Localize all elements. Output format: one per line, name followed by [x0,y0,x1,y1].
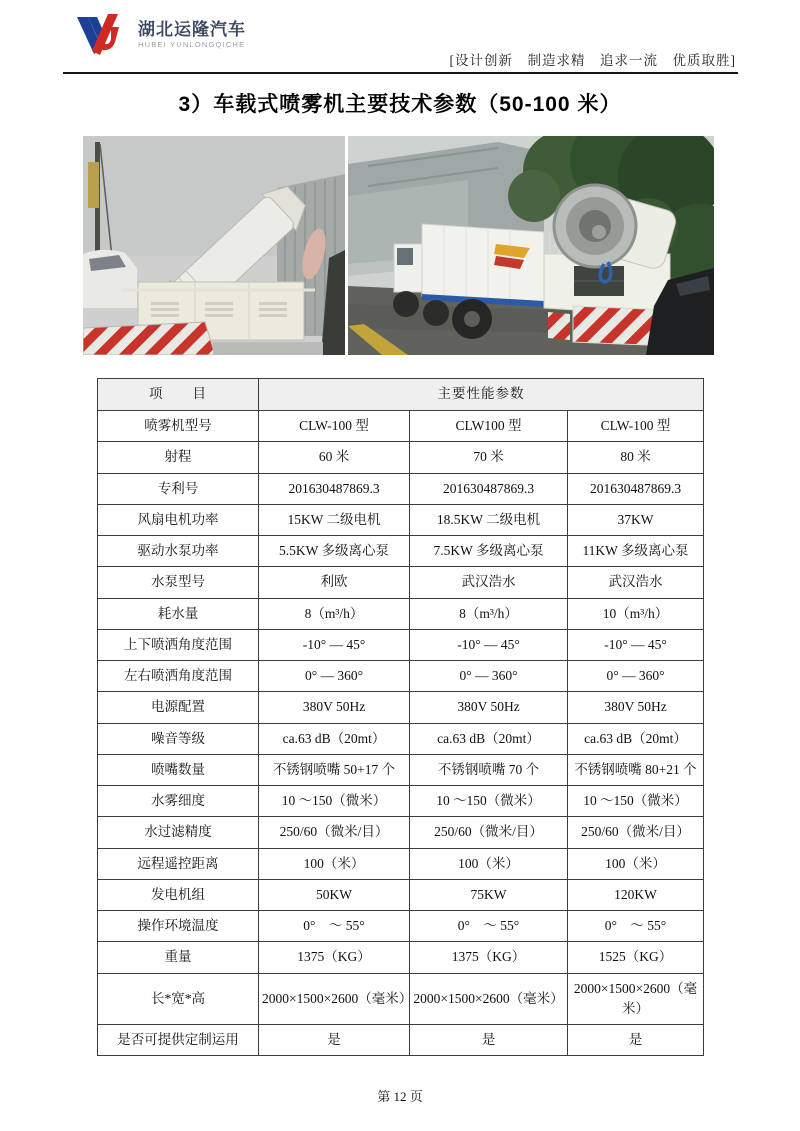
table-row [98,442,704,473]
spec-value-cell: 380V 50Hz [568,692,704,723]
spec-label-cell: 长*宽*高 [98,973,259,1025]
spec-value-cell: 0° — 360° [259,661,410,692]
table-row [98,661,704,692]
spec-value-cell: 2000×1500×2600（毫米） [259,973,410,1025]
table-row [98,786,704,817]
table-row [98,879,704,910]
spec-label-cell: 噪音等级 [98,723,259,754]
table-header-row [98,379,704,411]
spec-value-cell: 201630487869.3 [568,473,704,504]
spec-value-cell: -10° — 45° [410,629,568,660]
spec-value-cell: 50KW [259,879,410,910]
spec-value-cell: 100（米） [410,848,568,879]
spec-label-cell: 重量 [98,942,259,973]
spec-label-cell: 喷雾机型号 [98,411,259,442]
spec-label-cell: 水雾细度 [98,786,259,817]
spec-label-cell: 远程遥控距离 [98,848,259,879]
spec-table [97,378,704,1056]
spec-value-cell: 2000×1500×2600（毫米） [410,973,568,1025]
table-row [98,504,704,535]
spec-label-cell: 是否可提供定制运用 [98,1025,259,1056]
spec-value-cell: 1375（KG） [259,942,410,973]
spec-value-cell: 0° — 360° [410,661,568,692]
spec-value-cell: -10° — 45° [568,629,704,660]
company-name-en: HUBEI YUNLONGQICHE [138,40,246,50]
spec-value-cell: 70 米 [410,442,568,473]
spec-label-cell: 水泵型号 [98,567,259,598]
table-row [98,567,704,598]
spec-label-cell: 喷嘴数量 [98,754,259,785]
spec-value-cell: 不锈钢喷嘴 80+21 个 [568,754,704,785]
spec-value-cell: 37KW [568,504,704,535]
spec-value-cell: 201630487869.3 [410,473,568,504]
spec-header-title: 主要性能参数 [259,379,704,411]
spec-header-label: 项 目 [98,379,259,411]
spec-value-cell: 不锈钢喷嘴 70 个 [410,754,568,785]
table-row [98,817,704,848]
table-row [98,411,704,442]
spec-label-cell: 风扇电机功率 [98,504,259,535]
spec-value-cell: 15KW 二级电机 [259,504,410,535]
spec-value-cell: 0° ～ 55° [259,911,410,942]
spec-value-cell: -10° — 45° [259,629,410,660]
spec-value-cell: CLW-100 型 [259,411,410,442]
spec-value-cell: 利欧 [259,567,410,598]
table-row [98,973,704,1025]
spec-value-cell: 0° — 360° [568,661,704,692]
spec-value-cell: 80 米 [568,442,704,473]
table-row [98,598,704,629]
spec-value-cell: 10 ～150（微米） [410,786,568,817]
spec-value-cell: 10 ～150（微米） [259,786,410,817]
spec-value-cell: 0° ～ 55° [568,911,704,942]
spec-label-cell: 专利号 [98,473,259,504]
page-title: 3）车载式喷雾机主要技术参数（50-100 米） [178,93,622,116]
product-photos [83,136,714,355]
table-row [98,723,704,754]
spec-value-cell: 是 [410,1025,568,1056]
company-slogan: [设计创新 制造求精 追求一流 优质取胜] [449,53,736,68]
spec-label-cell: 射程 [98,442,259,473]
company-name-cn: 湖北运隆汽车 [138,19,246,39]
spec-value-cell: ca.63 dB（20mt） [568,723,704,754]
spec-value-cell: 1525（KG） [568,942,704,973]
photo-fog-cannon-truck-rear-view [348,136,714,355]
spec-value-cell: 不锈钢喷嘴 50+17 个 [259,754,410,785]
spec-value-cell: 8（m³/h） [410,598,568,629]
spec-value-cell: 10 ～150（微米） [568,786,704,817]
photo-fog-cannon-side-view [83,136,345,355]
table-row [98,692,704,723]
spec-value-cell: 11KW 多级离心泵 [568,536,704,567]
spec-label-cell: 电源配置 [98,692,259,723]
spec-value-cell: 武汉浩水 [410,567,568,598]
spec-value-cell: 武汉浩水 [568,567,704,598]
spec-label-cell: 操作环境温度 [98,911,259,942]
spec-value-cell: 7.5KW 多级离心泵 [410,536,568,567]
table-row [98,473,704,504]
company-logo-block [75,14,246,56]
table-row [98,911,704,942]
spec-value-cell: 201630487869.3 [259,473,410,504]
company-name [138,21,246,50]
spec-value-cell: 100（米） [259,848,410,879]
table-row [98,848,704,879]
page-header [63,12,738,74]
spec-value-cell: 2000×1500×2600（毫米） [568,973,704,1025]
spec-label-cell: 驱动水泵功率 [98,536,259,567]
table-row [98,536,704,567]
spec-value-cell: CLW100 型 [410,411,568,442]
spec-value-cell: 250/60（微米/目） [259,817,410,848]
spec-label-cell: 发电机组 [98,879,259,910]
spec-value-cell: 250/60（微米/目） [568,817,704,848]
spec-label-cell: 耗水量 [98,598,259,629]
spec-value-cell: 120KW [568,879,704,910]
spec-value-cell: 60 米 [259,442,410,473]
table-row [98,629,704,660]
spec-value-cell: 0° ～ 55° [410,911,568,942]
spec-value-cell: 250/60（微米/目） [410,817,568,848]
spec-value-cell: 10（m³/h） [568,598,704,629]
spec-value-cell: 75KW [410,879,568,910]
spec-label-cell: 水过滤精度 [98,817,259,848]
footer-page-number: 第 12 页 [377,1089,423,1104]
table-row [98,942,704,973]
spec-label-cell: 左右喷洒角度范围 [98,661,259,692]
hazard-stripe [83,322,215,355]
spec-value-cell: 380V 50Hz [259,692,410,723]
spec-value-cell: 1375（KG） [410,942,568,973]
spec-value-cell: CLW-100 型 [568,411,704,442]
spec-value-cell: ca.63 dB（20mt） [259,723,410,754]
spec-value-cell: 5.5KW 多级离心泵 [259,536,410,567]
spec-value-cell: 380V 50Hz [410,692,568,723]
company-logo-icon [75,14,129,56]
spec-value-cell: 是 [259,1025,410,1056]
spec-value-cell: ca.63 dB（20mt） [410,723,568,754]
table-row [98,1025,704,1056]
spec-value-cell: 8（m³/h） [259,598,410,629]
spec-label-cell: 上下喷洒角度范围 [98,629,259,660]
spec-value-cell: 是 [568,1025,704,1056]
spec-value-cell: 100（米） [568,848,704,879]
spec-value-cell: 18.5KW 二级电机 [410,504,568,535]
table-row [98,754,704,785]
